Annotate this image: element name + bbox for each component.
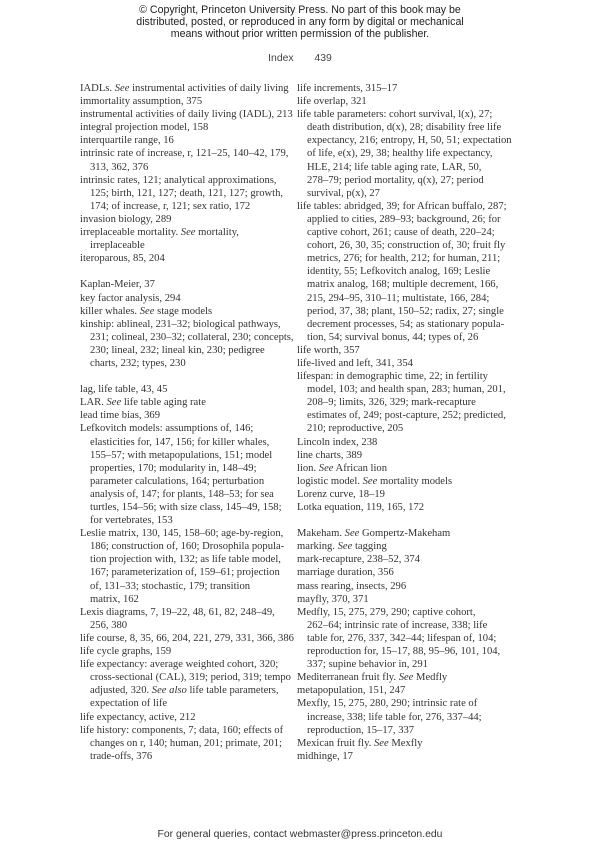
- index-entry: [80, 409, 294, 422]
- see-reference: See: [318, 462, 334, 474]
- entry-continuation-line: [80, 514, 294, 527]
- index-entry: [297, 370, 512, 435]
- entry-text: IADLs.: [80, 83, 115, 94]
- index-entry: [297, 697, 512, 736]
- entry-line: [297, 750, 512, 763]
- entry-continuation-line: [297, 213, 512, 226]
- entry-text: logistic model.: [297, 475, 363, 487]
- entry-line: [80, 409, 294, 422]
- entry-text: invasion biology, 289: [80, 213, 172, 225]
- entry-line: [297, 540, 512, 553]
- entry-continuation-line: [297, 147, 512, 160]
- copyright-notice: [0, 4, 600, 41]
- running-head: [0, 53, 600, 64]
- entry-text: life overlap, 321: [297, 96, 367, 108]
- entry-text: Mexican fruit fly.: [297, 737, 374, 749]
- entry-text: 210; reproductive, 205: [307, 423, 404, 435]
- entry-text: analysis of, 147; for plants, 148–53; for sea: [90, 488, 274, 500]
- see-reference: See: [344, 528, 360, 540]
- entry-line: [297, 200, 512, 213]
- index-entry: [297, 606, 512, 671]
- entry-line: [80, 147, 294, 160]
- entry-text: model, 103; and health span, 283; human, 201,: [307, 384, 506, 396]
- see-reference: See also: [151, 685, 187, 697]
- entry-line: [80, 527, 294, 540]
- entry-continuation-line: [297, 134, 512, 147]
- entry-text: mortality models: [377, 475, 453, 487]
- entry-text: HLE, 214; life table aging rate, LAR, 50,: [307, 161, 482, 173]
- entry-text: Lorenz curve, 18–19: [297, 488, 385, 500]
- entry-text: expectancy, 216; entropy, H, 50, 51; expectation: [307, 135, 512, 147]
- index-entry: [297, 580, 512, 593]
- entry-continuation-line: [80, 331, 294, 344]
- entry-line: [80, 134, 294, 147]
- entry-text: marriage duration, 356: [297, 567, 394, 579]
- entry-line: [297, 553, 512, 566]
- see-reference: See: [362, 475, 378, 487]
- entry-continuation-line: [80, 580, 294, 593]
- entry-text: African lion: [333, 462, 388, 474]
- entry-text: stage models: [154, 305, 213, 317]
- entry-line: [80, 606, 294, 619]
- entry-text: mayfly, 370, 371: [297, 593, 369, 605]
- index-entry: [80, 396, 294, 409]
- entry-line: [80, 82, 294, 95]
- entry-text: midhinge, 17: [297, 750, 353, 762]
- entry-text: Makeham.: [297, 528, 345, 540]
- see-reference: See: [373, 737, 389, 749]
- entry-continuation-line: [297, 658, 512, 671]
- index-entry: [80, 422, 294, 527]
- entry-text: life table parameters: cohort survival, l(x), 27;: [297, 109, 493, 121]
- index-entry: [80, 645, 294, 658]
- entry-text: matrix, 162: [90, 593, 139, 605]
- index-entry: [80, 318, 294, 370]
- entry-line: [297, 82, 512, 95]
- entry-text: period, 37, 38; plant, 150–52; radix, 27; single: [307, 305, 504, 317]
- entry-text: changes on r, 140; human, 201; primate, 201;: [90, 737, 282, 749]
- entry-text: tagging: [352, 541, 387, 553]
- entry-line: [80, 711, 294, 724]
- see-reference: See: [180, 227, 196, 239]
- entry-text: 125; birth, 121, 127; death, 121, 127; growth,: [90, 187, 284, 199]
- entry-continuation-line: [297, 632, 512, 645]
- entry-line: [297, 684, 512, 697]
- entry-text: tion projection with, 132; as life table model,: [90, 554, 281, 566]
- entry-text: 231; colineal, 230–32; collateral, 230; concepts,: [90, 331, 294, 343]
- entry-text: life table parameters,: [186, 685, 279, 697]
- entry-text: life cycle graphs, 159: [80, 646, 172, 658]
- entry-text: for vertebrates, 153: [90, 515, 173, 527]
- entry-text: intrinsic rates, 121; analytical approximations,: [80, 174, 277, 186]
- entry-continuation-line: [80, 161, 294, 174]
- index-entry: [80, 121, 294, 134]
- see-reference: See: [114, 83, 130, 94]
- entry-text: Mediterranean fruit fly.: [297, 672, 399, 684]
- entry-continuation-line: [297, 396, 512, 409]
- entry-text: 262–64; intrinsic rate of increase, 338; life: [307, 619, 488, 631]
- entry-text: adjusted, 320.: [90, 685, 152, 697]
- index-entry: [297, 566, 512, 579]
- index-entry: [80, 632, 294, 645]
- entry-text: lion.: [297, 462, 319, 474]
- entry-line: [297, 370, 512, 383]
- entry-continuation-line: [80, 449, 294, 462]
- index-entry: [297, 82, 512, 95]
- entry-continuation-line: [297, 711, 512, 724]
- copyright-line: © Copyright, Princeton University Press. No part of this book may be: [139, 4, 461, 16]
- entry-text: 215, 294–95, 310–11; multistate, 166, 284;: [307, 292, 490, 304]
- entry-line: [80, 252, 294, 265]
- entry-text: life history: components, 7; data, 160; effects of: [80, 724, 284, 736]
- index-entry: [80, 305, 294, 318]
- entry-line: [80, 174, 294, 187]
- entry-text: life course, 8, 35, 66, 204, 221, 279, 331, 366, 386: [80, 632, 294, 644]
- entry-continuation-line: [297, 305, 512, 318]
- entry-text: marking.: [297, 541, 338, 553]
- entry-text: Lincoln index, 238: [297, 436, 378, 448]
- section-title: Index: [268, 53, 294, 64]
- entry-text: matrix analog, 168; multiple decrement, 166,: [307, 279, 499, 291]
- entry-text: 256, 380: [90, 619, 128, 631]
- entry-text: life worth, 357: [297, 344, 360, 356]
- entry-text: charts, 232; types, 230: [90, 357, 186, 369]
- entry-continuation-line: [80, 566, 294, 579]
- entry-line: [297, 449, 512, 462]
- entry-line: [297, 671, 512, 684]
- entry-text: immortality assumption, 375: [80, 96, 203, 108]
- index-entry: [80, 527, 294, 606]
- entry-continuation-line: [297, 724, 512, 737]
- entry-continuation-line: [80, 344, 294, 357]
- index-entry: [297, 527, 512, 540]
- entry-continuation-line: [80, 475, 294, 488]
- entry-text: 313, 362, 376: [90, 161, 149, 173]
- entry-text: life expectancy: average weighted cohort, 320;: [80, 659, 279, 671]
- entry-line: [80, 658, 294, 671]
- index-entry: [80, 606, 294, 632]
- index-entry: [297, 501, 512, 514]
- entry-text: intrinsic rate of increase, r, 121–25, 140–42, 179,: [80, 148, 289, 160]
- entry-text: Lefkovitch models: assumptions of, 146;: [80, 423, 254, 435]
- entry-text: expectation of life: [90, 698, 168, 710]
- footer-contact: For general queries, contact webmaster@press.princeton.edu: [157, 829, 443, 840]
- entry-line: [297, 344, 512, 357]
- entry-line: [80, 213, 294, 226]
- index-column-left: [80, 82, 294, 763]
- entry-continuation-line: [80, 671, 294, 684]
- entry-continuation-line: [80, 593, 294, 606]
- entry-text: 337; supine behavior in, 291: [307, 659, 428, 671]
- entry-text: death distribution, d(x), 28; disability free life: [307, 122, 502, 134]
- entry-continuation-line: [80, 187, 294, 200]
- entry-continuation-line: [80, 540, 294, 553]
- entry-line: [297, 462, 512, 475]
- entry-text: mark-recapture, 238–52, 374: [297, 554, 420, 566]
- entry-text: Medfly, 15, 275, 279, 290; captive cohort,: [297, 606, 476, 618]
- entry-text: life expectancy, active, 212: [80, 711, 196, 723]
- index-entry: [80, 278, 294, 291]
- entry-text: reproduction, 15–17, 337: [307, 724, 415, 736]
- entry-line: [80, 383, 294, 396]
- index-entry: [80, 82, 294, 95]
- entry-continuation-line: [297, 265, 512, 278]
- entry-text: trade-offs, 376: [90, 750, 153, 762]
- entry-line: [297, 566, 512, 579]
- entry-continuation-line: [297, 161, 512, 174]
- entry-text: 278–79; period mortality, q(x), 27; period: [307, 174, 484, 186]
- entry-text: life increments, 315–17: [297, 83, 398, 94]
- entry-text: cross-sectional (CAL), 319; period, 319; tempo: [90, 672, 291, 684]
- index-entry: [297, 462, 512, 475]
- entry-text: metapopulation, 151, 247: [297, 685, 406, 697]
- entry-line: [297, 95, 512, 108]
- entry-continuation-line: [297, 121, 512, 134]
- see-reference: See: [398, 672, 414, 684]
- entry-text: parameter calculations, 164; perturbation: [90, 475, 265, 487]
- entry-line: [80, 108, 294, 121]
- entry-line: [297, 527, 512, 540]
- entry-continuation-line: [297, 409, 512, 422]
- entry-line: [297, 357, 512, 370]
- letter-group-gap: [297, 514, 512, 527]
- entry-continuation-line: [297, 252, 512, 265]
- entry-text: lifespan: in demographic time, 22; in fertility: [297, 371, 488, 383]
- letter-group-gap: [80, 370, 294, 383]
- entry-continuation-line: [80, 553, 294, 566]
- entry-text: lead time bias, 369: [80, 410, 161, 422]
- entry-text: 174; of increase, r, 121; sex ratio, 172: [90, 200, 251, 212]
- index-entry: [80, 108, 294, 121]
- entry-text: turtles, 154–56; with size class, 145–49, 158;: [90, 502, 282, 513]
- entry-line: [297, 436, 512, 449]
- entry-text: Mexfly, 15, 275, 280, 290; intrinsic rate of: [297, 698, 478, 710]
- entry-continuation-line: [80, 239, 294, 252]
- entry-continuation-line: [297, 383, 512, 396]
- entry-text: instrumental activities of daily living (IADL), 213: [80, 109, 293, 121]
- entry-text: tion, 54; survival bonus, 44; types of, 26: [307, 331, 479, 343]
- index-entry: [80, 711, 294, 724]
- entry-text: Kaplan-Meier, 37: [80, 279, 155, 291]
- entry-line: [80, 318, 294, 331]
- index-entry: [80, 213, 294, 226]
- entry-line: [297, 475, 512, 488]
- index-entry: [80, 174, 294, 213]
- entry-text: increase, 338; life table for, 276, 337–44;: [307, 711, 482, 723]
- entry-text: estimates of, 249; post-capture, 252; predicted,: [307, 410, 506, 422]
- entry-line: [80, 278, 294, 291]
- entry-text: survival, p(x), 27: [307, 187, 380, 199]
- entry-line: [80, 292, 294, 305]
- entry-continuation-line: [80, 501, 294, 514]
- entry-line: [297, 501, 512, 514]
- entry-text: metrics, 276; for health, 212; for human, 211;: [307, 253, 501, 265]
- index-entry: [80, 658, 294, 710]
- entry-line: [80, 95, 294, 108]
- entry-text: LAR.: [80, 397, 107, 409]
- index-entry: [80, 226, 294, 252]
- entry-text: 208–9; limits, 326, 329; mark-recapture: [307, 397, 476, 409]
- entry-text: lag, life table, 43, 45: [80, 384, 168, 396]
- entry-text: life table aging rate: [121, 397, 206, 409]
- index-entry: [297, 671, 512, 684]
- entry-continuation-line: [80, 357, 294, 370]
- entry-continuation-line: [297, 645, 512, 658]
- entry-line: [297, 593, 512, 606]
- entry-continuation-line: [297, 318, 512, 331]
- entry-continuation-line: [297, 619, 512, 632]
- entry-text: of, 131–33; stochastic, 179; transition: [90, 580, 251, 592]
- index-entry: [297, 344, 512, 357]
- entry-text: applied to cities, 289–93; background, 26; for: [307, 213, 501, 225]
- index-entry: [297, 488, 512, 501]
- entry-text: Mexfly: [388, 737, 423, 749]
- index-entry: [80, 724, 294, 763]
- index-entry: [297, 684, 512, 697]
- entry-line: [297, 108, 512, 121]
- entry-text: elasticities for, 147, 156; for killer whales,: [90, 436, 270, 448]
- index-entry: [80, 252, 294, 265]
- entry-text: table for, 276, 337, 342–44; lifespan of, 104;: [307, 632, 497, 644]
- see-reference: See: [106, 397, 122, 409]
- entry-continuation-line: [80, 684, 294, 697]
- entry-continuation-line: [80, 737, 294, 750]
- entry-continuation-line: [80, 436, 294, 449]
- entry-text: of life, e(x), 29, 38; healthy life expectancy,: [307, 148, 493, 160]
- index-entry: [80, 95, 294, 108]
- entry-text: properties, 170; modularity in, 148–49;: [90, 462, 257, 474]
- entry-line: [80, 226, 294, 239]
- entry-text: 186; construction of, 160; Drosophila popula-: [90, 541, 285, 553]
- entry-line: [80, 396, 294, 409]
- index-entry: [80, 292, 294, 305]
- entry-text: kinship: ablineal, 231–32; biological pathways,: [80, 318, 281, 330]
- entry-continuation-line: [80, 200, 294, 213]
- entry-text: integral projection model, 158: [80, 122, 209, 134]
- entry-text: Lotka equation, 119, 165, 172: [297, 502, 425, 513]
- index-entry: [80, 383, 294, 396]
- index-entry: [297, 750, 512, 763]
- entry-text: cohort, 26, 30, 35; construction of, 30; fruit fly: [307, 240, 506, 252]
- entry-line: [297, 488, 512, 501]
- index-entry: [297, 200, 512, 344]
- entry-text: 155–57; with metapopulations, 151; model: [90, 449, 273, 461]
- entry-text: key factor analysis, 294: [80, 292, 181, 304]
- entry-continuation-line: [297, 278, 512, 291]
- entry-line: [80, 422, 294, 435]
- entry-text: interquartile range, 16: [80, 135, 174, 147]
- entry-text: Gompertz-Makeham: [359, 528, 451, 540]
- entry-continuation-line: [80, 619, 294, 632]
- entry-line: [297, 737, 512, 750]
- index-entry: [80, 134, 294, 147]
- entry-text: iteroparous, 85, 204: [80, 253, 165, 265]
- index-entry: [297, 95, 512, 108]
- entry-continuation-line: [297, 422, 512, 435]
- entry-text: line charts, 389: [297, 449, 363, 461]
- entry-line: [297, 697, 512, 710]
- index-entry: [297, 540, 512, 553]
- entry-line: [80, 632, 294, 645]
- entry-text: life-lived and left, 341, 354: [297, 357, 413, 369]
- entry-continuation-line: [80, 750, 294, 763]
- entry-line: [297, 580, 512, 593]
- entry-text: Leslie matrix, 130, 145, 158–60; age-by-region,: [80, 528, 284, 540]
- entry-continuation-line: [80, 488, 294, 501]
- page-number: 439: [314, 53, 332, 64]
- entry-line: [80, 645, 294, 658]
- see-reference: See: [337, 541, 353, 553]
- entry-text: life tables: abridged, 39; for African buffalo, 287;: [297, 200, 507, 212]
- entry-text: Lexis diagrams, 7, 19–22, 48, 61, 82, 248–49,: [80, 606, 275, 618]
- index-entry: [297, 108, 512, 200]
- entry-continuation-line: [80, 462, 294, 475]
- entry-continuation-line: [297, 174, 512, 187]
- copyright-line: means without prior written permission of the publisher.: [170, 28, 430, 41]
- index-column-right: [297, 82, 512, 763]
- entry-continuation-line: [297, 226, 512, 239]
- entry-text: mortality,: [195, 227, 239, 239]
- entry-text: Medfly: [413, 672, 448, 684]
- entry-continuation-line: [297, 239, 512, 252]
- entry-text: instrumental activities of daily living: [129, 83, 289, 94]
- see-reference: See: [139, 305, 155, 317]
- copyright-line: distributed, posted, or reproduced in any form by digital or mechanical: [136, 16, 464, 29]
- entry-line: [80, 305, 294, 318]
- entry-text: 230; lineal, 232; lineal kin, 230; pedigree: [90, 344, 265, 356]
- index-entry: [297, 449, 512, 462]
- entry-continuation-line: [297, 331, 512, 344]
- entry-text: irreplaceable mortality.: [80, 227, 181, 239]
- entry-text: reproduction for, 15–17, 88, 95–96, 101, 104,: [307, 646, 501, 658]
- entry-text: irreplaceable: [90, 240, 145, 252]
- entry-text: killer whales.: [80, 305, 140, 317]
- entry-line: [297, 606, 512, 619]
- index-entry: [297, 357, 512, 370]
- entry-text: captive cohort, 261; cause of death, 220–24;: [307, 227, 495, 239]
- index-entry: [297, 553, 512, 566]
- entry-continuation-line: [297, 292, 512, 305]
- entry-text: identity, 55; Lefkovitch analog, 169; Leslie: [307, 266, 491, 278]
- index-entry: [80, 147, 294, 173]
- index-entry: [297, 436, 512, 449]
- letter-group-gap: [80, 265, 294, 278]
- entry-line: [80, 121, 294, 134]
- index-entry: [297, 737, 512, 750]
- index-entry: [297, 475, 512, 488]
- entry-text: decrement processes, 54; as stationary popula-: [307, 318, 505, 330]
- entry-continuation-line: [80, 697, 294, 710]
- entry-text: 167; parameterization of, 159–61; projection: [90, 567, 280, 579]
- index-entry: [297, 593, 512, 606]
- entry-line: [80, 724, 294, 737]
- entry-continuation-line: [297, 187, 512, 200]
- entry-text: mass rearing, insects, 296: [297, 580, 407, 592]
